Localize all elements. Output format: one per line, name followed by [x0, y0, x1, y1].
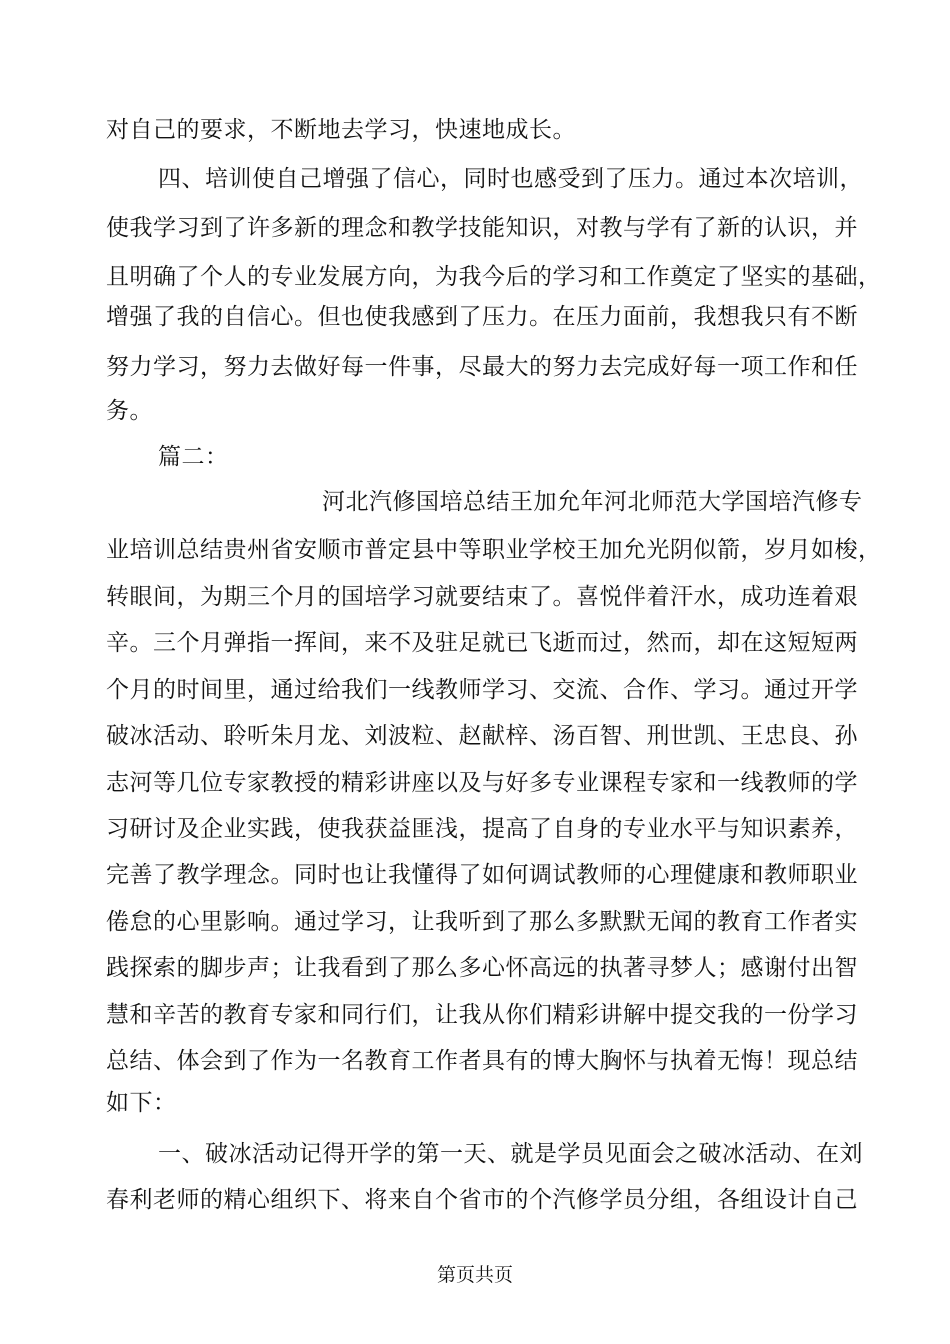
text-line: 转眼间，为期三个月的国培学习就要结束了。喜悦伴着汗水，成功连着艰	[106, 584, 858, 610]
text-line: 个月的时间里，通过给我们一线教师学习、交流、合作、学习。通过开学	[106, 677, 858, 703]
text-line: 倦怠的心里影响。通过学习，让我听到了那么多默默无闻的教育工作者实	[106, 909, 858, 935]
text-line: 对自己的要求，不断地去学习，快速地成长。	[106, 117, 576, 143]
text-line: 慧和辛苦的教育专家和同行们，让我从你们精彩讲解中提交我的一份学习	[106, 1002, 858, 1028]
text-line: 辛。三个月弹指一挥间，来不及驻足就已飞逝而过，然而，却在这短短两	[106, 630, 858, 656]
text-line: 完善了教学理念。同时也让我懂得了如何调试教师的心理健康和教师职业	[106, 862, 858, 888]
text-line: 一、破冰活动记得开学的第一天、就是学员见面会之破冰活动、在刘	[158, 1141, 863, 1167]
text-line: 四、培训使自己增强了信心，同时也感受到了压力。通过本次培训，	[158, 166, 863, 192]
text-line: 使我学习到了许多新的理念和教学技能知识，对教与学有了新的认识，并	[106, 215, 858, 241]
section-heading: 篇二：	[158, 444, 229, 470]
text-line: 增强了我的自信心。但也使我感到了压力。在压力面前，我想我只有不断	[106, 304, 858, 330]
text-line: 习研讨及企业实践，使我获益匪浅，提高了自身的专业水平与知识素养，	[106, 816, 858, 842]
text-line: 破冰活动、聆听朱月龙、刘波粒、赵献梓、汤百智、刑世凯、王忠良、孙	[106, 723, 858, 749]
text-line: 河北汽修国培总结王加允年河北师范大学国培汽修专	[322, 489, 863, 515]
text-line: 务。	[106, 398, 153, 424]
text-line: 且明确了个人的专业发展方向，为我今后的学习和工作奠定了坚实的基础，	[106, 264, 882, 290]
text-line: 总结、体会到了作为一名教育工作者具有的博大胸怀与执着无悔！现总结	[106, 1048, 858, 1074]
text-line: 践探索的脚步声；让我看到了那么多心怀高远的执著寻梦人；感谢付出智	[106, 955, 858, 981]
text-line: 业培训总结贵州省安顺市普定县中等职业学校王加允光阴似箭，岁月如梭，	[106, 537, 882, 563]
text-line: 春利老师的精心组织下、将来自个省市的个汽修学员分组，各组设计自己	[106, 1187, 858, 1213]
page-footer: 第页共页	[436, 1264, 513, 1286]
text-line: 如下：	[106, 1090, 177, 1116]
text-line: 努力学习，努力去做好每一件事，尽最大的努力去完成好每一项工作和任	[106, 354, 858, 380]
text-line: 志河等几位专家教授的精彩讲座以及与好多专业课程专家和一线教师的学	[106, 770, 858, 796]
